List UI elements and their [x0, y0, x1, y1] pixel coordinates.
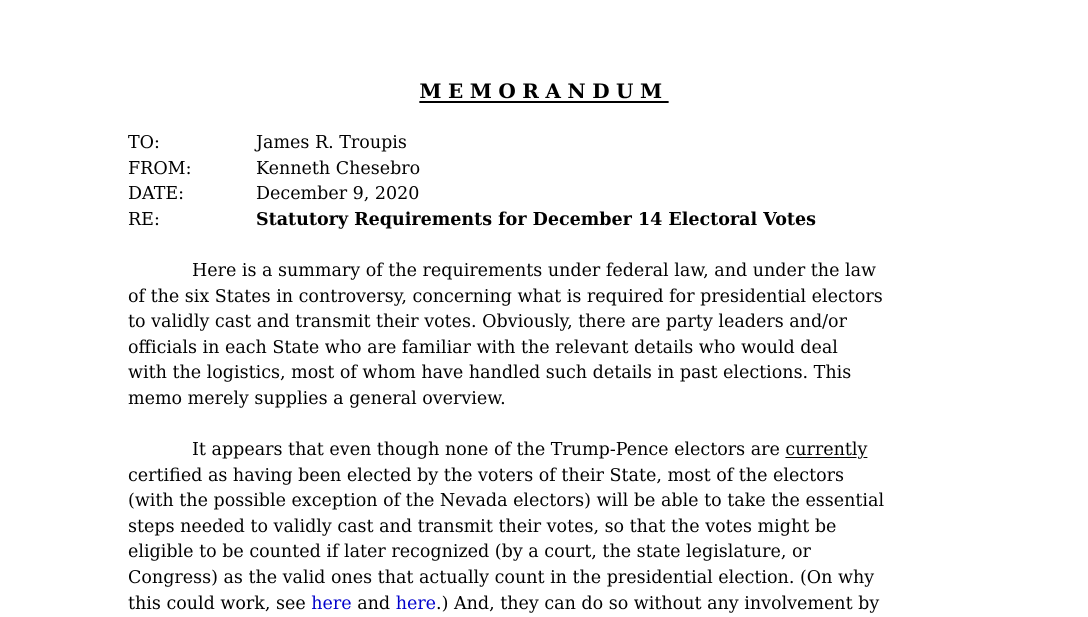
paragraph-1-line: officials in each State who are familiar with the relevant details who would deal — [128, 337, 838, 358]
paragraph-2-line: steps needed to validly cast and transmit their votes, so that the votes might be — [128, 516, 837, 537]
underlined-word: currently — [785, 440, 868, 460]
memo-header — [128, 131, 988, 233]
memo-title: MEMORANDUM — [419, 79, 669, 103]
paragraph-1-line: Here is a summary of the requirements under federal law, and under the law — [192, 261, 877, 281]
here-link-1[interactable]: here — [311, 593, 352, 614]
header-to-row — [128, 131, 988, 157]
paragraph-2 — [128, 438, 988, 617]
paragraph-2-line: (with the possible exception of the Nevada electors) will be able to take the essential — [128, 491, 885, 512]
header-re-row — [128, 208, 988, 234]
paragraph-1 — [128, 259, 988, 413]
date-label: DATE: — [128, 184, 185, 204]
from-value: Kenneth Chesebro — [256, 158, 421, 179]
date-value: December 9, 2020 — [256, 184, 420, 204]
paragraph-1-line: to validly cast and transmit their votes. Obviously, there are party leaders and/or — [128, 312, 847, 333]
paragraph-1-line: memo merely supplies a general overview. — [128, 388, 506, 409]
re-value: Statutory Requirements for December 14 Electoral Votes — [256, 209, 816, 230]
paragraph-2-line — [128, 438, 988, 464]
to-value: James R. Troupis — [256, 133, 407, 153]
paragraph-2-text: this could work, see — [128, 593, 312, 614]
paragraph-2-text: and — [351, 593, 396, 614]
re-label: RE: — [128, 209, 160, 230]
paragraph-2-text: It appears that even though none of the Trump-Pence electors are — [192, 440, 786, 460]
paragraph-1-line: with the logistics, most of whom have handled such details in past elections. This — [128, 363, 852, 384]
paragraph-2-line — [128, 592, 988, 617]
to-label: TO: — [128, 133, 160, 153]
paragraph-2-text: .) And, they can do so without any involvement by — [436, 593, 880, 614]
paragraph-2-line: Congress) as the valid ones that actually count in the presidential election. (On why — [128, 567, 875, 588]
paragraph-2-line: certified as having been elected by the voters of their State, most of the electors — [128, 465, 845, 486]
from-label: FROM: — [128, 158, 192, 179]
header-date-row — [128, 182, 988, 208]
paragraph-1-line: of the six States in controversy, concerning what is required for presidential electors — [128, 286, 883, 307]
here-link-2[interactable]: here — [395, 593, 437, 614]
paragraph-2-line: eligible to be counted if later recognized (by a court, the state legislature, or — [128, 542, 811, 563]
header-from-row — [128, 157, 988, 183]
